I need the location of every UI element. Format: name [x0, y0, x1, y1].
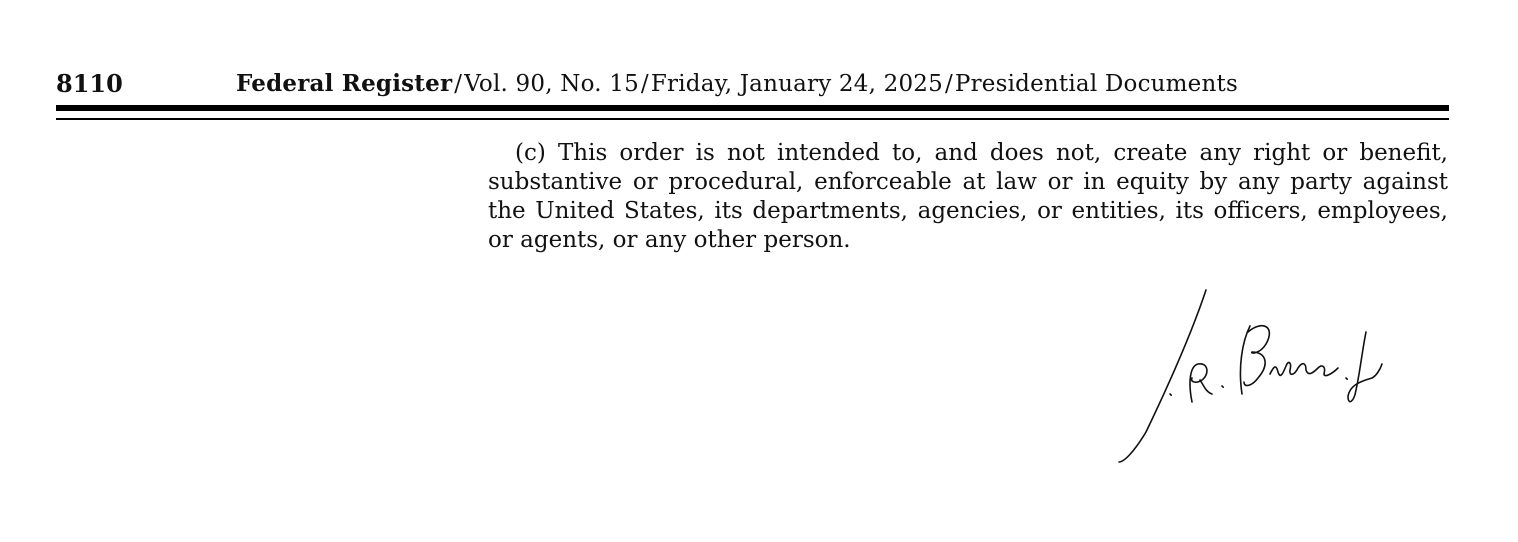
running-header	[56, 68, 1449, 102]
signature-stroke	[1346, 378, 1347, 379]
signature-stroke	[1244, 326, 1338, 386]
signature-stroke	[1222, 386, 1223, 387]
page-number: 8110	[56, 69, 123, 98]
header-rule-thick	[56, 105, 1449, 111]
header-separator: /	[640, 71, 649, 97]
signature-stroke	[1119, 290, 1206, 462]
running-head-title	[236, 68, 1238, 100]
header-separator: /	[454, 71, 463, 97]
signature-stroke	[1190, 364, 1212, 402]
section-name: Presidential Documents	[954, 71, 1238, 97]
header-separator: /	[944, 71, 953, 97]
presidential-signature	[1110, 282, 1400, 472]
signature-stroke	[1348, 332, 1382, 402]
publication-name: Federal Register	[236, 70, 453, 97]
signature-stroke	[1170, 394, 1171, 395]
paragraph-c: (c) This order is not intended to, and does not, create any right or benefit, substantive or procedural, enforceable at law or in equity by any party against the United States, its departments, agencies, or entities, its officers, employees, or agents, or any other person.	[488, 140, 1448, 253]
issue-date: Friday, January 24, 2025	[650, 71, 943, 97]
header-rule-thin	[56, 118, 1449, 120]
volume-number: Vol. 90, No. 15	[464, 71, 639, 97]
